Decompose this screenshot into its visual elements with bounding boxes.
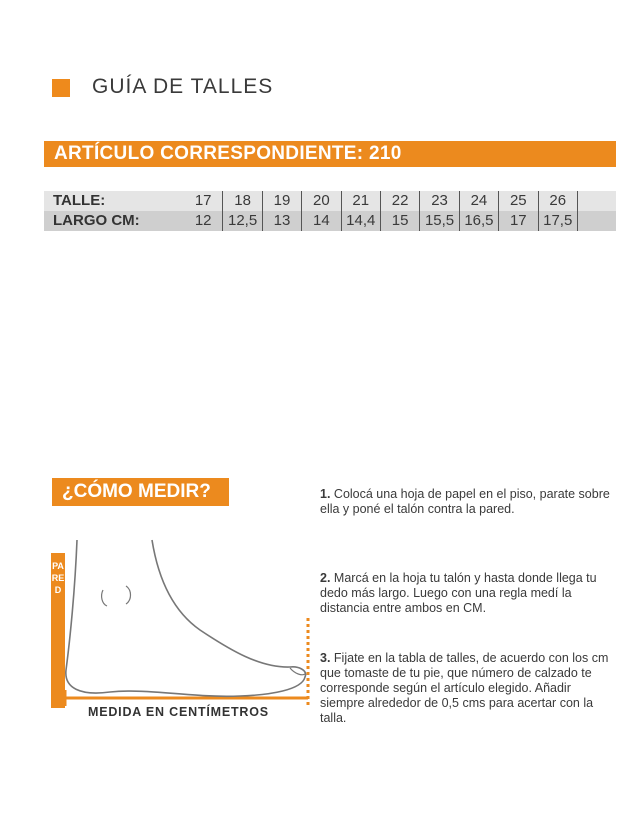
largo-cell: 15,5: [420, 211, 459, 231]
largo-cell: 16,5: [460, 211, 499, 231]
largo-cells: [184, 211, 578, 231]
talle-row: [44, 191, 616, 211]
step-1: [320, 487, 610, 517]
talle-cell: 22: [381, 191, 420, 211]
talle-cell: 25: [499, 191, 538, 211]
talle-cell: 18: [223, 191, 262, 211]
como-medir-title: ¿CÓMO MEDIR?: [52, 478, 229, 506]
largo-cell: 14: [302, 211, 341, 231]
step-1-text: Colocá una hoja de papel en el piso, parate sobre ella y poné el talón contra la pared.: [320, 487, 610, 516]
talle-label: TALLE:: [53, 192, 106, 209]
step-3-num: 3.: [320, 651, 331, 665]
medida-label: MEDIDA EN CENTÍMETROS: [88, 705, 269, 719]
largo-label: LARGO CM:: [53, 212, 140, 229]
pared-label: PARED: [51, 561, 65, 595]
step-2-num: 2.: [320, 571, 331, 585]
talle-cell: 20: [302, 191, 341, 211]
largo-cell: 13: [263, 211, 302, 231]
largo-cell: 12: [184, 211, 223, 231]
largo-row: [44, 211, 616, 231]
foot-diagram: [40, 530, 320, 730]
talle-cell: 19: [263, 191, 302, 211]
page-title: GUÍA DE TALLES: [92, 75, 274, 98]
largo-cell: 14,4: [342, 211, 381, 231]
largo-cell: 12,5: [223, 211, 262, 231]
step-3-text: Fijate en la tabla de talles, de acuerdo con los cm que tomaste de tu pie, que número de calzado te corresponde según el artículo elegido. Añadir siempre alrededor de 0,5 cms para acertar con la talla.: [320, 651, 609, 725]
talle-cells: [184, 191, 578, 211]
article-band: ARTÍCULO CORRESPONDIENTE: 210: [44, 141, 616, 167]
talle-cell: 24: [460, 191, 499, 211]
talle-cell: 26: [539, 191, 578, 211]
talle-cell: 21: [342, 191, 381, 211]
step-1-num: 1.: [320, 487, 331, 501]
talle-cell: 17: [184, 191, 223, 211]
talle-cell: 23: [420, 191, 459, 211]
largo-cell: 15: [381, 211, 420, 231]
header-square-icon: [52, 79, 70, 97]
step-2: [320, 571, 610, 616]
largo-cell: 17,5: [539, 211, 578, 231]
largo-cell: 17: [499, 211, 538, 231]
step-3: [320, 651, 610, 726]
step-2-text: Marcá en la hoja tu talón y hasta donde llega tu dedo más largo. Luego con una regla medí la distancia entre ambos en CM.: [320, 571, 597, 615]
